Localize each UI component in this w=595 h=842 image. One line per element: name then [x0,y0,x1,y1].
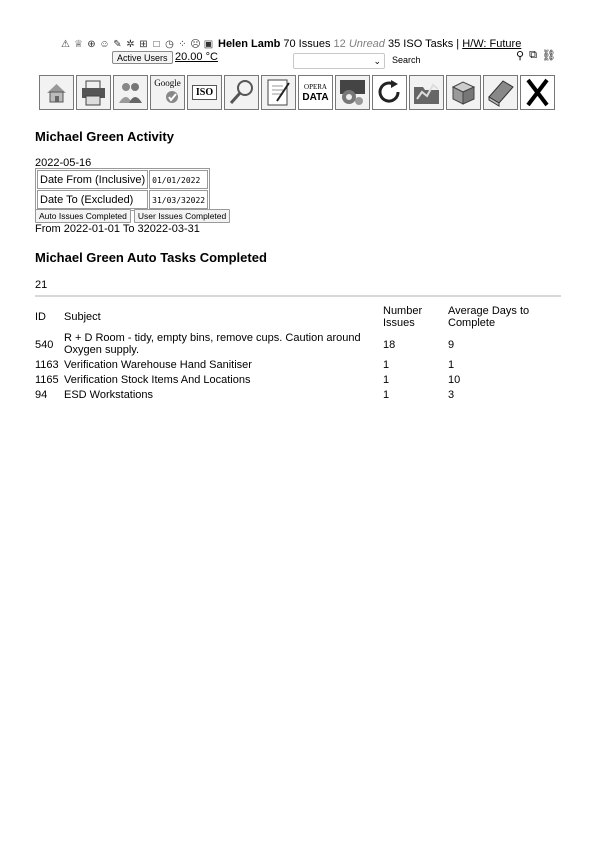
issues-count: 70 [283,38,296,50]
folder-chart-icon[interactable] [409,75,444,110]
date-to-label: Date To (Excluded) [37,190,148,209]
tasks-title: Michael Green Auto Tasks Completed [35,250,267,265]
row-number: 1 [383,359,390,371]
search-label[interactable]: Search [392,55,421,65]
table-row [35,374,565,389]
globe-icon[interactable]: ⊕ [87,38,96,50]
report-buttons [35,209,230,223]
tasks-table [35,305,565,404]
separator: | [456,38,460,50]
sad-face-icon[interactable]: ☹ [190,38,201,50]
box-icon[interactable] [446,75,481,110]
col-number-issues: Number Issues [383,305,423,329]
chevron-down-icon: ⌄ [373,56,381,66]
row-subject: Verification Warehouse Hand Sanitiser [64,359,252,371]
table-row [35,359,565,374]
gear-icon[interactable]: ✲ [126,38,135,50]
tasks-count: 21 [35,279,48,291]
iso-label-badge: ISO [195,87,214,98]
col-id: ID [35,311,46,323]
square-icon[interactable]: □ [153,38,160,50]
row-id: 94 [35,389,48,401]
iso-label[interactable]: ISO Tasks [403,38,454,50]
close-x-icon[interactable] [520,75,555,110]
auto-issues-button[interactable]: Auto Issues Completed [35,209,131,223]
row-number: 1 [383,374,390,386]
row-average: 3 [448,389,455,401]
dots-icon[interactable]: ⁘ [178,38,187,50]
row-id: 1165 [35,374,59,386]
iso-count: 35 [387,38,401,50]
right-icons [516,49,556,62]
calendar-icon[interactable]: ▣ [203,38,214,50]
unread-label[interactable]: Unread [348,38,385,50]
opera-label: OPERA [304,82,327,91]
trophy-icon[interactable]: ♕ [74,38,83,50]
table-row [35,389,565,404]
printer-icon[interactable] [76,75,111,110]
external-link-icon[interactable]: ⧉ [529,49,537,61]
main-toolbar [39,75,555,110]
google-icon[interactable] [150,75,185,110]
date-to-row [37,190,208,209]
row-number: 1 [383,389,390,401]
status-icons [60,39,214,50]
range-text: From 2022-01-01 To 32022-03-31 [35,223,200,235]
divider [35,295,561,297]
current-date: 2022-05-16 [35,157,92,169]
clock-icon[interactable]: ◷ [165,38,174,50]
date-from-cell [149,170,208,189]
search-select[interactable] [293,53,385,69]
user-name: Helen Lamb [218,38,281,50]
user-issues-button[interactable]: User Issues Completed [134,209,230,223]
iso-icon[interactable] [187,75,222,110]
row-subject: R + D Room - tidy, empty bins, remove cups. Caution around Oxygen supply. [64,332,361,356]
home-icon[interactable] [39,75,74,110]
smiley-icon[interactable]: ☺ [99,38,110,50]
row-average: 10 [448,374,461,386]
row-average: 1 [448,359,455,371]
date-from-row [37,170,208,189]
col-average-days: Average Days to Complete [448,305,530,329]
row-subject: Verification Stock Items And Locations [64,374,251,386]
date-from-label: Date From (Inclusive) [37,170,148,189]
temperature-link[interactable]: 20.00 °C [175,51,218,63]
pen-icon[interactable]: ✎ [113,38,122,50]
data-label: DATA [302,91,329,103]
users-icon[interactable] [113,75,148,110]
date-to-cell [149,190,208,209]
unread-count: 12 [333,38,346,50]
col-subject: Subject [64,311,101,323]
grid-icon[interactable]: ⊞ [139,38,148,50]
opera-data-icon[interactable] [298,75,333,110]
settings-icon[interactable] [335,75,370,110]
date-from-input[interactable]: 01/01/2022 [152,175,201,185]
warning-icon[interactable]: ⚠ [61,38,70,50]
row-number: 18 [383,339,396,351]
row-id: 1163 [35,359,59,371]
hw-future-link[interactable]: H/W: Future [462,38,522,50]
row-average: 9 [448,339,455,351]
row-subject: ESD Workstations [64,389,154,401]
active-users-button[interactable]: Active Users [112,51,173,64]
issues-label[interactable]: Issues [298,38,331,50]
refresh-icon[interactable] [372,75,407,110]
link-icon[interactable]: ⛓ [541,50,556,62]
status-line [60,37,521,51]
magnifier-icon[interactable] [224,75,259,110]
table-header [35,305,565,332]
table-row [35,332,565,359]
date-range-form [35,168,210,211]
notepad-icon[interactable] [261,75,296,110]
search-icon[interactable]: ⚲ [516,50,525,62]
google-label: Google [154,77,181,88]
date-to-input[interactable]: 31/03/32022 [152,195,206,205]
activity-title: Michael Green Activity [35,129,174,144]
book-icon[interactable] [483,75,518,110]
row-id: 540 [35,339,54,351]
